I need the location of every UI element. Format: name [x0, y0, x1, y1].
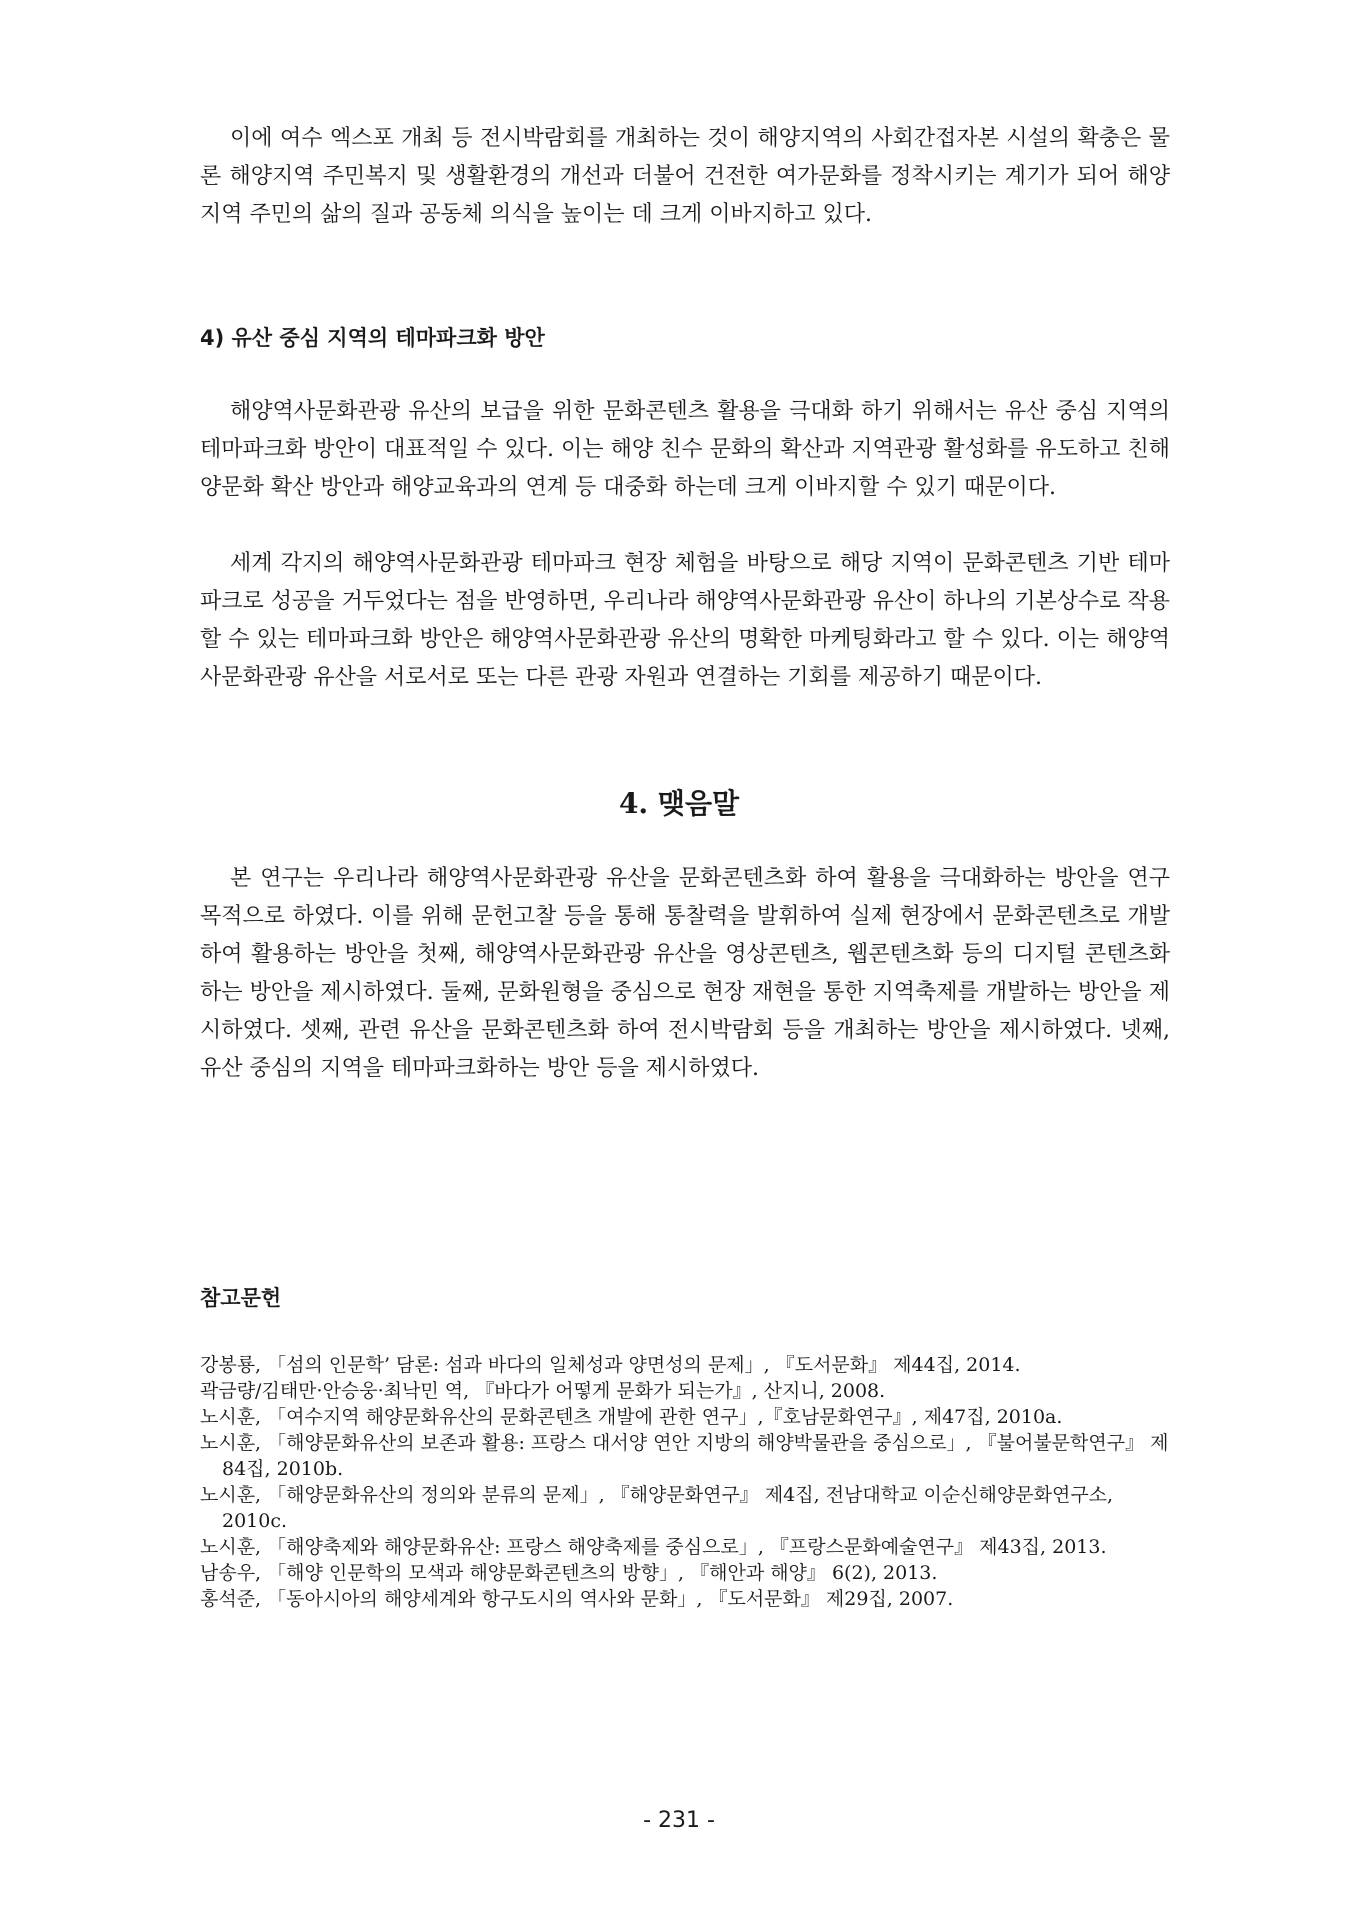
reference-item: 남송우, 「해양 인문학의 모색과 해양문화콘텐츠의 방향」, 『해안과 해양』 6(2), 2013.: [200, 1562, 938, 1584]
reference-item: 홍석준, 「동아시아의 해양세계와 항구도시의 역사와 문화」, 『도서문화』 제29집, 2007.: [200, 1588, 954, 1610]
reference-item: 곽금량/김태만·안승웅·최낙민 역, 『바다가 어떻게 문화가 되는가』, 산지니, 2008.: [200, 1380, 886, 1402]
subsection-paragraph-2: 세계 각지의 해양역사문화관광 테마파크 현장 체험을 바탕으로 해당 지역이 문화콘텐츠 기반 테마파크로 성공을 거두었다는 점을 반영하면, 우리나라 해양역사문화관광 유산이 하나의 기본상수로 작용할 수 있는 테마파크화 방안은 해양역사문화관광 유산의 명확한 마케팅화라고 할 수 있다. 이는 해양역사문화관광 유산을 서로서로 또는 다른 관광 자원과 연결하는 기회를 제공하기 때문이다.: [200, 551, 1170, 690]
references-heading: 참고문헌: [200, 1286, 282, 1310]
reference-item: 강봉룡, 「섬의 인문학’ 담론: 섬과 바다의 일체성과 양면성의 문제」, 『도서문화』 제44집, 2014.: [200, 1354, 1021, 1376]
reference-item: 노시훈, 「해양축제와 해양문화유산: 프랑스 해양축제를 중심으로」, 『프랑스문화예술연구』 제43집, 2013.: [200, 1536, 1107, 1558]
reference-item: 노시훈, 「해양문화유산의 보존과 활용: 프랑스 대서양 연안 지방의 해양박물관을 중심으로」, 『불어불문학연구』 제84집, 2010b.: [200, 1432, 1169, 1480]
subsection-heading: 4) 유산 중심 지역의 테마파크화 방안: [200, 326, 545, 350]
conclusion-paragraph: 본 연구는 우리나라 해양역사문화관광 유산을 문화콘텐츠화 하여 활용을 극대화하는 방안을 연구목적으로 하였다. 이를 위해 문헌고찰 등을 통해 통찰력을 발휘하여 실제 현장에서 문화콘텐츠로 개발하여 활용하는 방안을 첫째, 해양역사문화관광 유산을 영상콘텐츠, 웹콘텐츠화 등의 디지털 콘텐츠화하는 방안을 제시하였다. 둘째, 문화원형을 중심으로 현장 재현을 통한 지역축제를 개발하는 방안을 제시하였다. 셋째, 관련 유산을 문화콘텐츠화 하여 전시박람회 등을 개최하는 방안을 제시하였다. 넷째, 유산 중심의 지역을 테마파크화하는 방안 등을 제시하였다.: [200, 866, 1170, 1081]
page-number: - 231 -: [643, 1808, 715, 1833]
references-list: [200, 1352, 1175, 1612]
subsection-paragraph-1: 해양역사문화관광 유산의 보급을 위한 문화콘텐츠 활용을 극대화 하기 위해서는 유산 중심 지역의 테마파크화 방안이 대표적일 수 있다. 이는 해양 친수 문화의 확산과 지역관광 활성화를 유도하고 친해양문화 확산 방안과 해양교육과의 연계 등 대중화 하는데 크게 이바지할 수 있기 때문이다.: [200, 399, 1170, 500]
intro-paragraph: 이에 여수 엑스포 개최 등 전시박람회를 개최하는 것이 해양지역의 사회간접자본 시설의 확충은 물론 해양지역 주민복지 및 생활환경의 개선과 더불어 건전한 여가문화를 정착시키는 계기가 되어 해양지역 주민의 삶의 질과 공동체 의식을 높이는 데 크게 이바지하고 있다.: [200, 126, 1170, 227]
reference-item: 노시훈, 「여수지역 해양문화유산의 문화콘텐츠 개발에 관한 연구」,『호남문화연구』, 제47집, 2010a.: [200, 1406, 1063, 1428]
conclusion-title: 4. 맺음말: [618, 787, 740, 820]
reference-item: 노시훈, 「해양문화유산의 정의와 분류의 문제」, 『해양문화연구』 제4집, 전남대학교 이순신해양문화연구소, 2010c.: [200, 1484, 1114, 1532]
